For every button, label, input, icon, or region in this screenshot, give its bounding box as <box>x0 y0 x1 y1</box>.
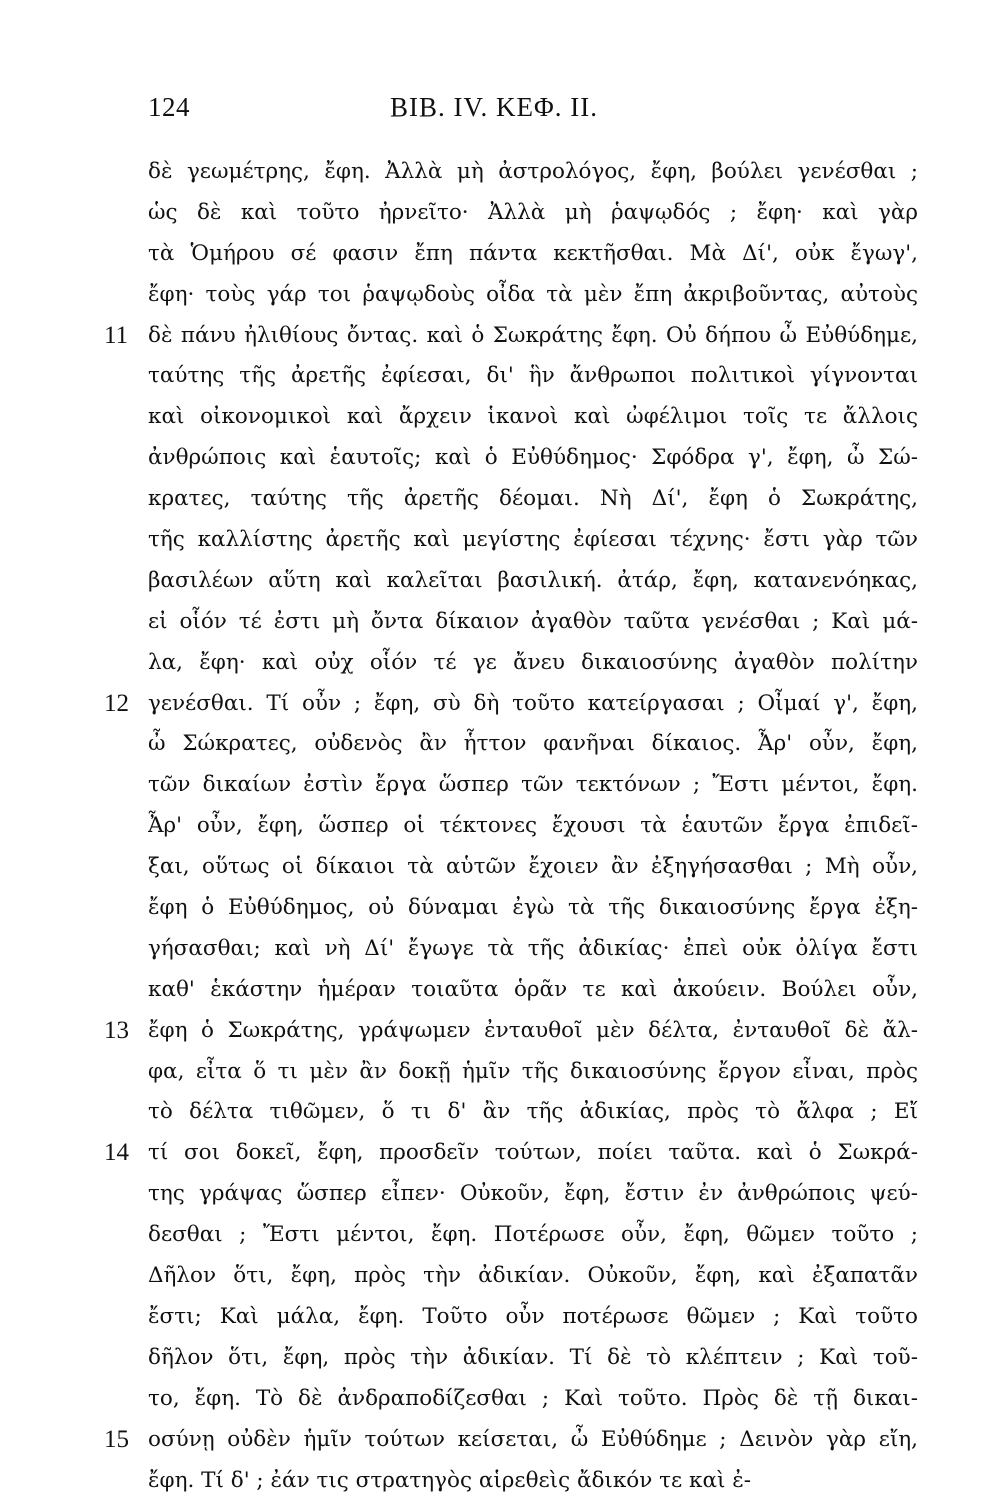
text-line <box>148 643 918 684</box>
text-line <box>148 929 918 970</box>
page-header <box>148 92 863 132</box>
line-text: τὰ Ὁμήρου σέ φασιν ἔπη πάντα κεκτῆσθαι. Μὰ Δί', οὐκ ἔγωγ', <box>148 234 918 275</box>
line-text: Ἆρ' οὖν, ἔφη, ὥσπερ οἱ τέκτονες ἔχουσι τὰ ἑαυτῶν ἔργα ἐπιδεῖ- <box>148 806 918 847</box>
text-line <box>148 152 918 193</box>
line-text: δὲ γεωμέτρης, ἔφη. Ἀλλὰ μὴ ἀστρολόγος, ἔφη, βούλει γενέσθαι ; <box>148 152 918 193</box>
text-line <box>148 1461 918 1501</box>
text-line <box>148 1052 918 1093</box>
section-number: 15 <box>104 1420 129 1461</box>
text-line <box>148 356 918 397</box>
line-text: ὦ Σώκρατες, οὐδενὸς ἂν ἧττον φανῆναι δίκαιος. Ἆρ' οὖν, ἔφη, <box>148 724 918 765</box>
text-line <box>148 602 918 643</box>
line-text: γενέσθαι. Τί οὖν ; ἔφη, σὺ δὴ τοῦτο κατείργασαι ; Οἶμαί γ', ἔφη, <box>148 684 918 725</box>
text-line <box>148 561 918 602</box>
page-number: 124 <box>148 92 190 123</box>
text-line <box>148 847 918 888</box>
line-text: καθ' ἑκάστην ἡμέραν τοιαῦτα ὁρᾶν τε καὶ ἀκούειν. Βούλει οὖν, <box>148 970 918 1011</box>
line-text: τῆς καλλίστης ἀρετῆς καὶ μεγίστης ἐφίεσαι τέχνης· ἔστι γὰρ τῶν <box>148 520 918 561</box>
section-number: 14 <box>104 1133 129 1174</box>
line-text: τί σοι δοκεῖ, ἔφη, προσδεῖν τούτων, ποίει ταῦτα. καὶ ὁ Σωκρά- <box>148 1133 918 1174</box>
line-text: τῶν δικαίων ἐστὶν ἔργα ὥσπερ τῶν τεκτόνων ; Ἔστι μέντοι, ἔφη. <box>148 765 918 806</box>
line-text: κρατες, ταύτης τῆς ἀρετῆς δέομαι. Νὴ Δί', ἔφη ὁ Σωκράτης, <box>148 479 918 520</box>
line-text: δὲ πάνυ ἠλιθίους ὄντας. καὶ ὁ Σωκράτης ἔφη. Οὐ δήπου ὦ Εὐθύδημε, <box>148 316 918 357</box>
line-text: ἔφη ὁ Σωκράτης, γράψωμεν ἐνταυθοῖ μὲν δέλτα, ἐνταυθοῖ δὲ ἄλ- <box>148 1011 918 1052</box>
line-text: το, ἔφη. Τὸ δὲ ἀνδραποδίζεσθαι ; Καὶ τοῦτο. Πρὸς δὲ τῇ δικαι- <box>148 1379 918 1420</box>
text-line <box>148 1092 918 1133</box>
line-text: ἔφη· τοὺς γάρ τοι ῥαψῳδοὺς οἶδα τὰ μὲν ἔπη ἀκριβοῦντας, αὐτοὺς <box>148 275 918 316</box>
line-text: εἰ οἷόν τέ ἐστι μὴ ὄντα δίκαιον ἀγαθὸν ταῦτα γενέσθαι ; Καὶ μά- <box>148 602 918 643</box>
body-text <box>148 152 918 1501</box>
line-text: οσύνῃ οὐδὲν ἡμῖν τούτων κείσεται, ὦ Εὐθύδημε ; Δεινὸν γὰρ εἴη, <box>148 1420 918 1461</box>
text-line <box>148 1215 918 1256</box>
text-line <box>148 765 918 806</box>
line-text: ὡς δὲ καὶ τοῦτο ἠρνεῖτο· Ἀλλὰ μὴ ῥαψῳδός ; ἔφη· καὶ γὰρ <box>148 193 918 234</box>
text-line <box>148 316 918 357</box>
text-line <box>148 1420 918 1461</box>
line-text: ταύτης τῆς ἀρετῆς ἐφίεσαι, δι' ἣν ἄνθρωποι πολιτικοὶ γίγνονται <box>148 356 918 397</box>
text-line <box>148 1133 918 1174</box>
line-text: λα, ἔφη· καὶ οὐχ οἷόν τέ γε ἄνευ δικαιοσύνης ἀγαθὸν πολίτην <box>148 643 918 684</box>
line-text: ἀνθρώποις καὶ ἑαυτοῖς; καὶ ὁ Εὐθύδημος· Σφόδρα γ', ἔφη, ὦ Σώ- <box>148 438 918 479</box>
section-number: 11 <box>104 316 128 357</box>
text-line <box>148 193 918 234</box>
line-text: δῆλον ὅτι, ἔφη, πρὸς τὴν ἀδικίαν. Τί δὲ τὸ κλέπτειν ; Καὶ τοῦ- <box>148 1338 918 1379</box>
text-line <box>148 520 918 561</box>
text-line <box>148 234 918 275</box>
text-line <box>148 1297 918 1338</box>
line-text: τὸ δέλτα τιθῶμεν, ὅ τι δ' ἂν τῆς ἀδικίας, πρὸς τὸ ἄλφα ; Εἴ <box>148 1092 918 1133</box>
section-number: 12 <box>104 684 129 725</box>
text-line <box>148 724 918 765</box>
line-text: ξαι, οὕτως οἱ δίκαιοι τὰ αὑτῶν ἔχοιεν ἂν ἐξηγήσασθαι ; Μὴ οὖν, <box>148 847 918 888</box>
line-text: βασιλέων αὕτη καὶ καλεῖται βασιλική. ἀτάρ, ἔφη, κατανενόηκας, <box>148 561 918 602</box>
line-text: της γράψας ὥσπερ εἶπεν· Οὐκοῦν, ἔφη, ἔστιν ἐν ἀνθρώποις ψεύ- <box>148 1174 918 1215</box>
text-line <box>148 275 918 316</box>
line-text: δεσθαι ; Ἔστι μέντοι, ἔφη. Ποτέρωσε οὖν, ἔφη, θῶμεν τοῦτο ; <box>148 1215 918 1256</box>
text-line <box>148 970 918 1011</box>
section-number: 13 <box>104 1011 129 1052</box>
text-line <box>148 1174 918 1215</box>
text-line <box>148 1379 918 1420</box>
line-text: ἔφη. Τί δ' ; ἐάν τις στρατηγὸς αἱρεθεὶς ἄδικόν τε καὶ ἐ- <box>148 1461 751 1501</box>
text-line <box>148 888 918 929</box>
line-text: ἔστι; Καὶ μάλα, ἔφη. Τοῦτο οὖν ποτέρωσε θῶμεν ; Καὶ τοῦτο <box>148 1297 918 1338</box>
line-text: γήσασθαι; καὶ νὴ Δί' ἔγωγε τὰ τῆς ἀδικίας· ἐπεὶ οὐκ ὀλίγα ἔστι <box>148 929 918 970</box>
running-head: ΒΙΒ. ΙV. ΚΕΦ. ΙΙ. <box>390 92 598 123</box>
text-line <box>148 438 918 479</box>
text-line <box>148 1256 918 1297</box>
text-line <box>148 1011 918 1052</box>
text-line <box>148 397 918 438</box>
text-line <box>148 684 918 725</box>
text-line <box>148 806 918 847</box>
line-text: καὶ οἰκονομικοὶ καὶ ἄρχειν ἱκανοὶ καὶ ὠφέλιμοι τοῖς τε ἄλλοις <box>148 397 918 438</box>
text-line <box>148 479 918 520</box>
text-line <box>148 1338 918 1379</box>
line-text: ἔφη ὁ Εὐθύδημος, οὐ δύναμαι ἐγὼ τὰ τῆς δικαιοσύνης ἔργα ἐξη- <box>148 888 918 929</box>
line-text: Δῆλον ὅτι, ἔφη, πρὸς τὴν ἀδικίαν. Οὐκοῦν, ἔφη, καὶ ἐξαπατᾶν <box>148 1256 918 1297</box>
line-text: φα, εἶτα ὅ τι μὲν ἂν δοκῇ ἡμῖν τῆς δικαιοσύνης ἔργον εἶναι, πρὸς <box>148 1052 918 1093</box>
